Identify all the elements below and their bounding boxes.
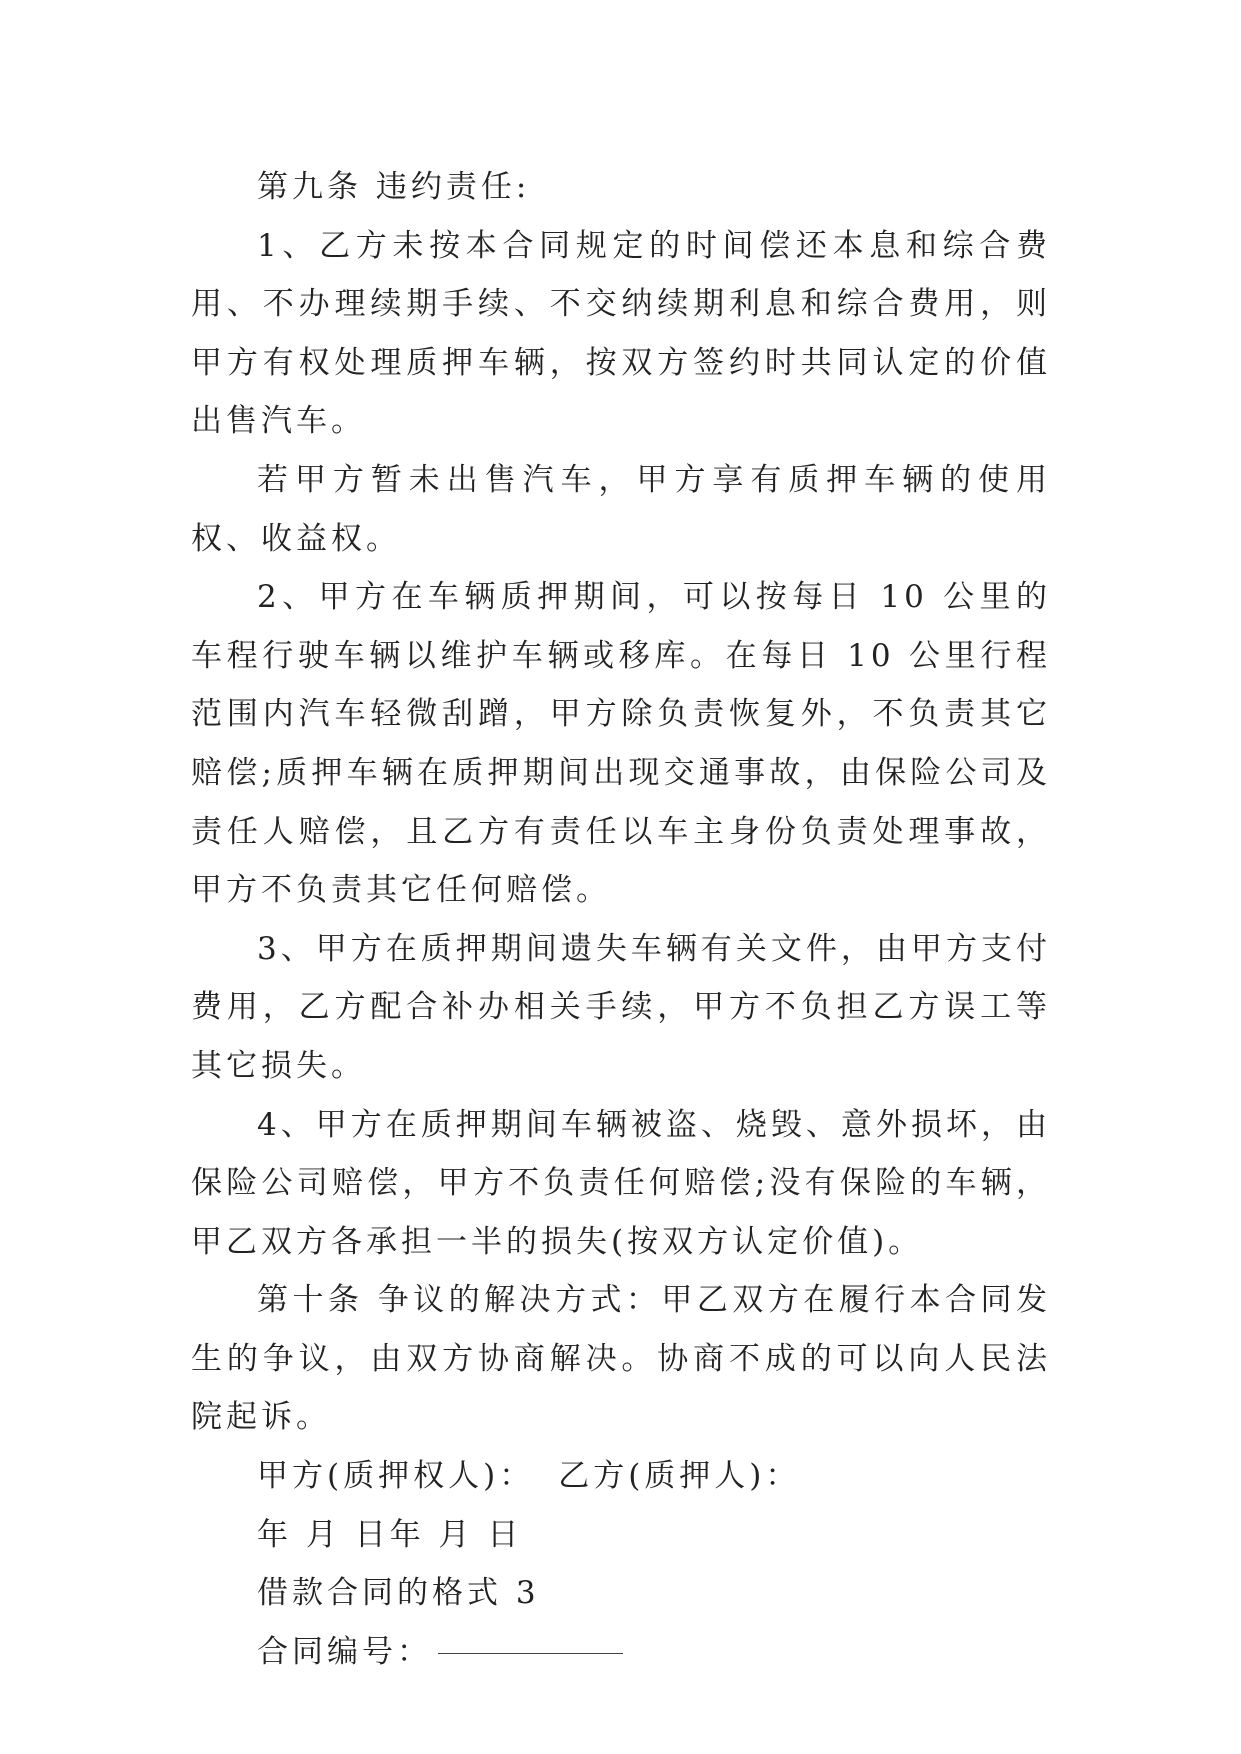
article-10-paragraph: 第十条 争议的解决方式：甲乙双方在履行本合同发生的争议，由双方协商解决。协商不成的可以向人民法院起诉。 — [191, 1282, 1051, 1436]
date-line: 年 月 日年 月 日 — [257, 1516, 523, 1553]
clause-1-paragraph-1: 1、乙方未按本合同规定的时间偿还本息和综合费用、不办理续期手续、不交纳续期利息和综合费用，则甲方有权处理质押车辆，按双方签约时共同认定的价值出售汽车。 — [191, 227, 1051, 440]
party-a-label: 甲方(质押权人)： — [257, 1458, 535, 1495]
format-title: 借款合同的格式 3 — [257, 1575, 540, 1612]
party-b-label: 乙方(质押人)： — [558, 1458, 801, 1495]
contract-number-blank — [438, 1652, 623, 1654]
contract-number-label: 合同编号： — [257, 1633, 432, 1670]
clause-2-paragraph: 2、甲方在车辆质押期间，可以按每日 10 公里的车程行驶车辆以维护车辆或移库。在每日 10 公里行程范围内汽车轻微刮蹭，甲方除负责恢复外，不负责其它赔偿;质押车辆在质押期间出现交通事故，由保险公司及责任人赔偿，且乙方有责任以车主身份负责处理事故，甲方不负责其它任何赔偿。 — [191, 579, 1051, 909]
clause-1-paragraph-2: 若甲方暂未出售汽车，甲方享有质押车辆的使用权、收益权。 — [191, 461, 1051, 557]
contract-number-row — [191, 1623, 1051, 1682]
signature-row — [191, 1447, 1051, 1506]
clause-3-paragraph: 3、甲方在质押期间遗失车辆有关文件，由甲方支付费用，乙方配合补办相关手续，甲方不负担乙方误工等其它损失。 — [191, 930, 1051, 1084]
clause-4-paragraph: 4、甲方在质押期间车辆被盗、烧毁、意外损坏，由保险公司赔偿，甲方不负责任何赔偿;没有保险的车辆，甲乙双方各承担一半的损失(按双方认定价值)。 — [191, 1106, 1051, 1260]
document-body — [191, 158, 1051, 1681]
article-9-title: 第九条 违约责任: — [257, 169, 531, 205]
